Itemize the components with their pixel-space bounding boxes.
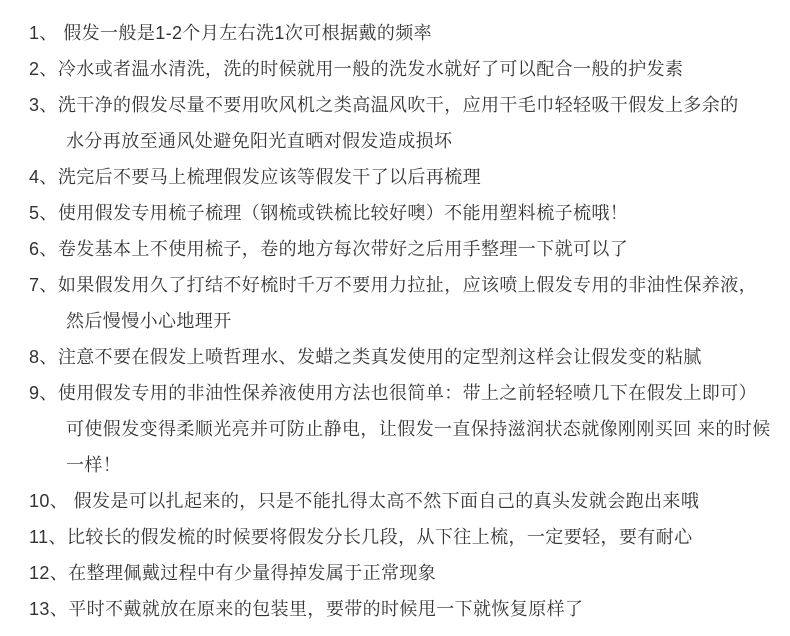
item-line-continuation	[0, 411, 790, 447]
item-text: 卷发基本上不使用梳子，卷的地方每次带好之后用手整理一下就可以了	[57, 239, 629, 259]
list-item	[0, 483, 790, 519]
item-number: 9、	[29, 383, 58, 403]
item-line-continuation	[0, 123, 790, 159]
item-text: 然后慢慢小心地理开	[66, 311, 232, 331]
item-line	[0, 483, 790, 519]
list-item	[0, 159, 790, 195]
item-number: 12、	[29, 563, 69, 583]
item-line	[0, 159, 790, 195]
item-number: 6、	[29, 239, 58, 259]
list-item	[0, 519, 790, 555]
item-line	[0, 267, 790, 303]
item-number: 10、	[29, 491, 69, 511]
list-item	[0, 375, 790, 483]
item-text: 在整理佩戴过程中有少量得掉发属于正常现象	[68, 563, 437, 583]
item-text: 洗完后不要马上梳理假发应该等假发干了以后再梳理	[57, 167, 482, 187]
item-line	[0, 555, 790, 591]
item-text: 注意不要在假发上喷哲理水、发蜡之类真发使用的定型剂这样会让假发变的粘腻	[57, 347, 702, 367]
item-number: 8、	[29, 347, 58, 367]
item-number: 5、	[29, 203, 58, 223]
item-text: 水分再放至通风处避免阳光直晒对假发造成损坏	[66, 131, 453, 151]
item-text: 一样！	[66, 455, 122, 475]
item-text: 使用假发专用梳子梳理（钢梳或铁梳比较好噢）不能用塑料梳子梳哦！	[57, 203, 629, 223]
item-line-continuation	[0, 447, 790, 483]
item-text: 如果假发用久了打结不好梳时千万不要用力拉扯，应该喷上假发专用的非油性保养液，	[57, 275, 758, 295]
list-item	[0, 231, 790, 267]
item-number: 3、	[29, 95, 58, 115]
item-line	[0, 231, 790, 267]
item-text: 使用假发专用的非油性保养液使用方法也很简单：带上之前轻轻喷几下在假发上即可）	[57, 383, 758, 403]
item-text: 冷水或者温水清洗，洗的时候就用一般的洗发水就好了可以配合一般的护发素	[57, 59, 684, 79]
item-number: 7、	[29, 275, 58, 295]
item-number: 2、	[29, 59, 58, 79]
item-line	[0, 87, 790, 123]
instruction-list	[0, 15, 790, 627]
list-item	[0, 555, 790, 591]
item-line	[0, 15, 790, 51]
item-line	[0, 375, 790, 411]
list-item	[0, 51, 790, 87]
item-text: 平时不戴就放在原来的包装里，要带的时候甩一下就恢复原样了	[68, 599, 584, 619]
item-text: 假发是可以扎起来的，只是不能扎得太高不然下面自己的真头发就会跑出来哦	[68, 491, 700, 511]
item-line	[0, 591, 790, 627]
item-text: 可使假发变得柔顺光亮并可防止静电，让假发一直保持滋润状态就像刚刚买回 来的时候	[66, 419, 771, 439]
list-item	[0, 87, 790, 159]
item-number: 1、	[29, 23, 58, 43]
item-number: 11、	[29, 527, 67, 547]
item-text: 假发一般是1-2个月左右洗1次可根据戴的频率	[57, 23, 433, 43]
item-text: 比较长的假发梳的时候要将假发分长几段，从下往上梳，一定要轻，要有耐心	[66, 527, 693, 547]
list-item	[0, 15, 790, 51]
item-number: 4、	[29, 167, 58, 187]
item-line	[0, 51, 790, 87]
item-text: 洗干净的假发尽量不要用吹风机之类高温风吹干，应用干毛巾轻轻吸干假发上多余的	[57, 95, 739, 115]
item-line	[0, 339, 790, 375]
item-line-continuation	[0, 303, 790, 339]
item-line	[0, 195, 790, 231]
list-item	[0, 267, 790, 339]
item-number: 13、	[29, 599, 69, 619]
list-item	[0, 339, 790, 375]
item-line	[0, 519, 790, 555]
list-item	[0, 195, 790, 231]
list-item	[0, 591, 790, 627]
